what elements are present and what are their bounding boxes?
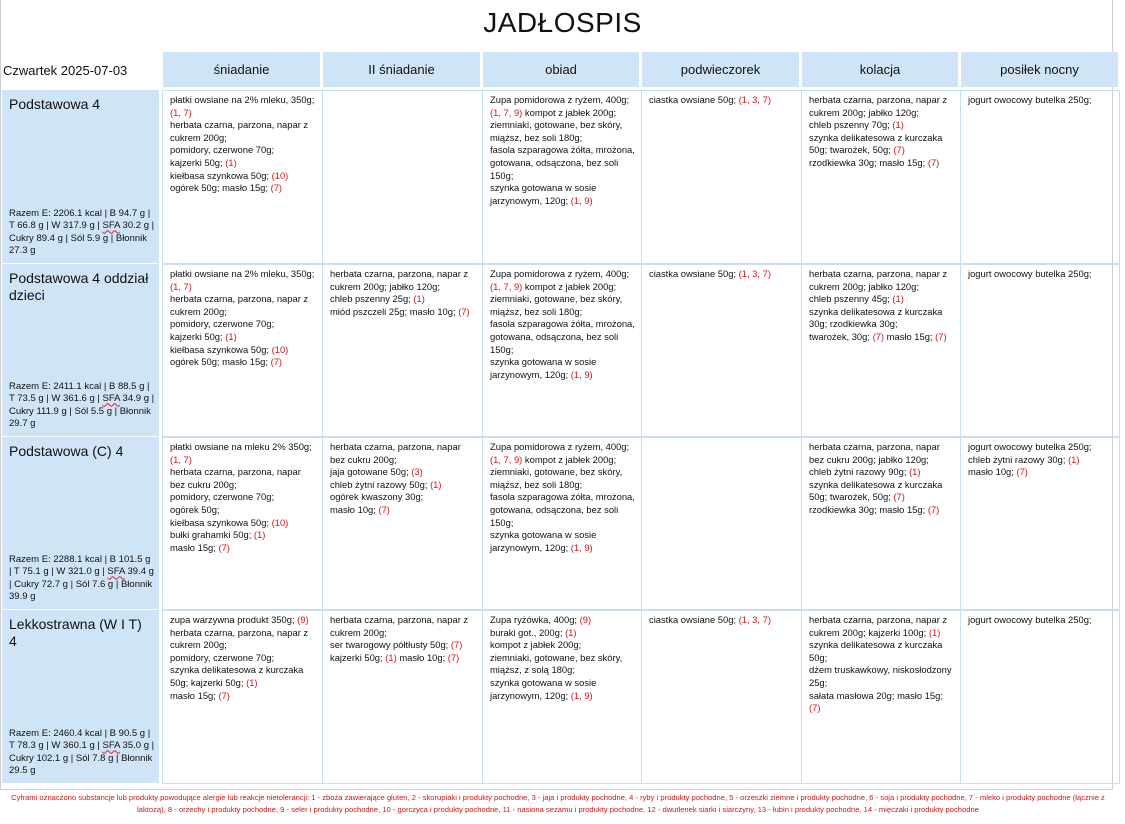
meal-item [490, 652, 637, 677]
meal-item [330, 466, 478, 479]
meal-item-text: chleb pszenny 45g; [809, 293, 890, 305]
menu-date: Czwartek 2025-07-03 [3, 63, 128, 78]
meal-item-text: płatki owsiane na mleku 2% 350g; [170, 441, 312, 452]
meal-item-text: Zupa pomidorowa z ryżem, 400g; [490, 94, 630, 105]
diet-name: Podstawowa 4 oddział dzieci [9, 270, 149, 303]
meal-item [170, 627, 318, 652]
meal-item-text: pomidory, czerwone 70g; [170, 491, 275, 503]
allergen-codes: (1, 9) [570, 541, 593, 553]
nutrition-sfa-label: SFA [102, 393, 120, 405]
meal-item-text: jogurt owocowy butelka 250g; [968, 94, 1092, 105]
meal-item-text: szynka gotowana w sosie jarzynowym, 120g; [490, 676, 597, 701]
meal-item [809, 639, 956, 664]
allergen-codes: (1, 7, 9) [490, 106, 523, 118]
allergen-codes: (1, 3, 7) [738, 268, 771, 279]
meal-item [649, 268, 797, 281]
meal-item-text: twarożek, 30g; [809, 330, 870, 342]
nutrition-text: 39.4 g | Cukry 72.7 g | Sól 7.6 g | Błonnik 39.9 g [9, 566, 154, 602]
allergen-codes: (1) [253, 529, 266, 541]
diet-row-label [2, 90, 159, 263]
meal-item [809, 466, 956, 479]
meal-item [170, 157, 318, 170]
meal-item-text: ziemniaki, gotowane, bez skóry, miąższ, bez soli 180g; [490, 293, 623, 317]
column-header-night-meal: posiłek nocny [961, 52, 1118, 87]
meal-cell [482, 264, 641, 436]
meal-item-text: ziemniaki, gotowane, bez skóry, miąższ, z solą 180g; [490, 651, 623, 676]
meal-item [170, 466, 318, 491]
meal-item-text: ogórek kwaszony 30g; [330, 491, 424, 503]
meal-item-text: herbata czarna, parzona, napar z cukrem 200g; [170, 293, 309, 317]
allergen-codes: (1, 7) [170, 280, 192, 292]
meal-item-text: zupa warzywna produkt 350g; [170, 614, 295, 625]
meal-cell [162, 264, 322, 436]
nutrition-summary [9, 208, 155, 257]
meal-item-text: ziemniaki, gotowane, bez skóry, miąższ, bez soli 180g; [490, 466, 623, 490]
meal-item-text: ogórek 50g; masło 15g; [170, 356, 268, 368]
allergen-codes: (10) [271, 169, 289, 181]
meal-item [330, 491, 478, 504]
meal-item [330, 306, 478, 319]
meal-item [170, 94, 318, 119]
meal-item [649, 94, 797, 107]
meal-item [170, 182, 318, 195]
meal-item-text: kiełbasa szynkowa 50g; [170, 169, 270, 181]
meal-item [490, 454, 637, 467]
allergen-codes: (7) [893, 144, 905, 156]
meal-item [170, 652, 318, 665]
meal-item [809, 479, 956, 504]
meal-item-text: herbata czarna, parzona, napar z cukrem 200g; [170, 626, 309, 651]
meal-item [170, 690, 318, 703]
meal-item [490, 281, 637, 294]
meal-item [809, 614, 956, 639]
meal-item [330, 441, 478, 466]
column-header-afternoon-snack: podwieczorek [642, 52, 799, 87]
allergen-codes: (1, 7, 9) [490, 453, 523, 465]
meal-item-text: fasola szparagowa żółta, mrożona, gotowana, odsączona, bez soli 150g; [490, 318, 635, 355]
allergen-codes: (1) [909, 466, 921, 478]
allergen-codes: (7) [458, 305, 470, 317]
allergen-codes: (7) [218, 541, 230, 553]
meal-cell [322, 90, 482, 263]
meal-item-text: szynka gotowana w sosie jarzynowym, 120g; [490, 182, 597, 206]
meal-item [968, 441, 1115, 454]
meal-item-text: szynka gotowana w sosie jarzynowym, 120g; [490, 529, 597, 553]
allergen-codes: (1) [892, 293, 904, 305]
meal-item-text: jogurt owocowy butelka 250g; [968, 268, 1092, 279]
meal-item [968, 268, 1115, 281]
meal-item [170, 504, 318, 517]
meal-item-text: ciastka owsiane 50g; [649, 268, 737, 279]
allergen-codes: (7) [1016, 466, 1028, 478]
meal-item-text: kompot z jabłek 200g; [490, 639, 582, 651]
meal-item [490, 627, 637, 640]
allergen-codes: (7) [378, 503, 390, 515]
nutrition-text: 35.0 g | Cukry 102.1 g | Sól 7.8 g | Błonnik 29.5 g [9, 740, 155, 776]
allergen-codes: (1) [385, 651, 397, 663]
allergen-codes: (7) [218, 689, 230, 701]
meal-item [170, 664, 318, 689]
meal-item-text: szynka delikatesowa z kurczaka 50g; twarożek, 50g; [809, 131, 943, 156]
meal-item-text: ciastka owsiane 50g; [649, 94, 737, 105]
meal-item-text: herbata czarna, parzona, napar bez cukru 200g; jabłko 120g; [809, 441, 940, 465]
meal-cell [641, 610, 801, 783]
meal-cell [960, 437, 1119, 609]
meal-item [170, 344, 318, 357]
grid-right-edge [1119, 90, 1120, 783]
column-header-lunch: obiad [483, 52, 639, 87]
meal-item [490, 441, 637, 454]
meal-item-text: herbata czarna, parzona, napar bez cukru 200g; [330, 441, 461, 465]
meal-item-text: kajzerki 50g; [170, 156, 223, 168]
nutrition-text: Razem E: 2411.1 kcal | B 88.5 g | T 73.5 g | W 361.6 g | [9, 381, 150, 405]
meal-item [490, 466, 637, 491]
allergen-codes: (9) [297, 614, 309, 625]
meal-item [490, 356, 637, 381]
meal-item [170, 517, 318, 530]
nutrition-text: Razem E: 2206.1 kcal | B 94.7 g | T 66.8 g | W 317.9 g | [9, 208, 151, 232]
meal-cell [960, 264, 1119, 436]
meal-item [330, 614, 478, 639]
meal-item [490, 614, 637, 627]
diet-name: Podstawowa 4 [9, 96, 101, 112]
meal-item [330, 652, 478, 665]
meal-item [490, 491, 637, 529]
meal-item [170, 144, 318, 157]
allergen-codes: (1) [413, 293, 425, 305]
allergen-codes: (7) [927, 503, 940, 515]
meal-item-text: Zupa pomidorowa z ryżem, 400g; [490, 268, 630, 279]
meal-item-text: herbata czarna, parzona, napar z cukrem 200g; [330, 614, 469, 638]
meal-item [809, 702, 956, 715]
meal-item-text: chleb żytni razowy 30g; [968, 453, 1066, 465]
meal-item-text: Zupa ryżówka, 400g; [490, 614, 578, 625]
diet-row-label [2, 610, 159, 783]
meal-item [170, 542, 318, 555]
meal-item-text: jogurt owocowy butelka 250g; [968, 614, 1092, 625]
meal-item [809, 132, 956, 157]
meal-item-text: dżem truskawkowy, niskosłodzony 25g; [809, 664, 952, 688]
meal-item [968, 454, 1115, 467]
allergen-codes: (7) [872, 330, 885, 342]
allergen-codes: (1, 7, 9) [490, 280, 523, 292]
meal-cell [960, 610, 1119, 783]
allergen-codes: (1, 3, 7) [738, 94, 771, 105]
meal-item [170, 441, 318, 466]
meal-cell [322, 264, 482, 436]
allergen-legend: Cyframi oznaczono substancje lub produkty powodujące alergie lub reakcje nietolerancji: 1 - zboża zawierające gluten, 2 - skorupiaki i produkty pochodne, 3 - jaja i produkty pochodne, 4 - ryby i produkty pochodne, 5 - orzeszki ziemne i produkty pochodne, 6 - soja i produkty pochodne, 7 - mleko i produkty pochodne (łącznie z laktozą), 8 - orzechy i produkty pochodne, 9 - seler i produkty pochodne, 10 - gorczyca i produkty pochodne, 11 - nasiona sezamu i produkty pochodne, 12 - dwutlenek siarki i siarczyny, 13 - łubin i produkty pochodne, 14 - mięczaki i produkty pochodne [11, 793, 1105, 814]
meal-item [809, 94, 956, 119]
meal-item [170, 491, 318, 504]
allergen-codes: (1) [565, 626, 577, 638]
meal-cell [162, 90, 322, 263]
meal-item-text: masło 10g; [399, 651, 446, 663]
meal-item [330, 504, 478, 517]
meal-item-text: masło 10g; [968, 466, 1014, 478]
meal-item [490, 119, 637, 144]
meal-item [809, 306, 956, 331]
allergen-codes: (9) [579, 614, 592, 625]
row-divider [162, 783, 1120, 784]
allergen-codes: (1, 9) [570, 689, 593, 701]
allergen-codes: (7) [893, 491, 905, 503]
allergen-codes: (1, 9) [570, 368, 593, 380]
meal-item [968, 94, 1115, 107]
allergen-codes: (7) [270, 182, 283, 194]
nutrition-text: Razem E: 2460.4 kcal | B 90.5 g | T 78.3 g | W 360.1 g | [9, 728, 151, 752]
meal-item [330, 639, 478, 652]
allergen-codes: (1) [928, 626, 941, 638]
meal-item-text: kiełbasa szynkowa 50g; [170, 343, 270, 355]
meal-item-text: chleb żytni razowy 90g; [809, 466, 907, 478]
allergen-codes: (1) [225, 156, 237, 168]
meal-item [330, 479, 478, 492]
meal-item-text: kajzerki 50g; [330, 651, 383, 663]
diet-name: Podstawowa (C) 4 [9, 443, 124, 459]
allergen-codes: (1) [246, 676, 258, 688]
meal-item [809, 157, 956, 170]
meal-item-text: chleb pszenny 25g; [330, 293, 411, 305]
meal-item-text: fasola szparagowa żółta, mrożona, gotowana, odsączona, bez soli 150g; [490, 144, 635, 181]
meal-cell [482, 437, 641, 609]
meal-cell [641, 264, 801, 436]
nutrition-sfa-label: SFA [107, 566, 125, 578]
meal-item-text: herbata czarna, parzona, napar z cukrem 200g; kajzerki 100g; [809, 614, 948, 638]
allergen-codes: (7) [447, 651, 460, 663]
meal-item-text: kajzerki 50g; [170, 330, 223, 342]
meal-item-text: buraki got., 200g; [490, 626, 563, 638]
meal-item-text: miód pszczeli 25g; masło 10g; [330, 305, 456, 317]
meal-item-text: masło 10g; [330, 503, 376, 515]
diet-row-label [2, 264, 159, 436]
meal-item-text: jaja gotowane 50g; [330, 466, 409, 478]
nutrition-sfa-label: SFA [102, 740, 120, 752]
allergen-codes: (1) [1068, 453, 1080, 465]
meal-cell [641, 90, 801, 263]
meal-item [490, 182, 637, 207]
meal-cell [162, 610, 322, 783]
nutrition-summary [9, 554, 155, 603]
column-header-second-breakfast: II śniadanie [323, 52, 480, 87]
meal-item-text: herbata czarna, parzona, napar z cukrem 200g; [170, 119, 309, 143]
allergen-codes: (7) [935, 330, 947, 342]
meal-item-text: herbata czarna, parzona, napar z cukrem 200g; jabłko 120g; [809, 94, 948, 118]
meal-item-text: pomidory, czerwone 70g; [170, 144, 275, 156]
meal-item [170, 318, 318, 331]
meal-item-text: pomidory, czerwone 70g; [170, 651, 275, 663]
meal-item-text: ogórek 50g; masło 15g; [170, 182, 268, 194]
meal-item [170, 170, 318, 183]
meal-item [330, 293, 478, 306]
meal-item-text: bułki grahamki 50g; [170, 529, 252, 541]
diet-row-label [2, 437, 159, 609]
allergen-codes: (3) [411, 466, 423, 478]
nutrition-text: Razem E: 2288.1 kcal | B 101.5 g | T 75.1 g | W 321.0 g | [9, 554, 151, 578]
meal-cell [482, 610, 641, 783]
allergen-codes: (10) [271, 516, 289, 528]
meal-item-text: płatki owsiane na 2% mleku, 350g; [170, 268, 315, 279]
meal-cell [801, 90, 960, 263]
meal-item-text: jogurt owocowy butelka 250g; [968, 441, 1092, 452]
nutrition-summary [9, 728, 155, 777]
meal-item [490, 529, 637, 554]
meal-item-text: kompot z jabłek 200g; [524, 106, 617, 118]
meal-item-text: szynka delikatesowa z kurczaka 30g; rzodkiewka 30g; [809, 305, 943, 330]
meal-item [490, 144, 637, 182]
meal-cell [322, 610, 482, 783]
meal-item [170, 356, 318, 369]
diet-name: Lekkostrawna (W I T) 4 [9, 616, 142, 649]
page-title: JADŁOSPIS [483, 7, 642, 38]
meal-item-text: kompot z jabłek 200g; [524, 453, 617, 465]
meal-item-text: masło 15g; [170, 689, 216, 701]
meal-item [170, 293, 318, 318]
meal-item [490, 677, 637, 702]
allergen-codes: (1, 3, 7) [738, 614, 771, 625]
column-header-breakfast: śniadanie [163, 52, 320, 87]
allergen-codes: (1) [430, 478, 442, 490]
meal-item-text: płatki owsiane na 2% mleku, 350g; [170, 94, 315, 105]
meal-cell [641, 437, 801, 609]
meal-item-text: ogórek 50g; [170, 503, 220, 515]
nutrition-text: 34.9 g | Cukry 111.9 g | Sól 5.5 g | Błonnik 29.7 g [9, 393, 155, 429]
meal-item [809, 293, 956, 306]
meal-item-text: pomidory, czerwone 70g; [170, 318, 275, 330]
meal-item-text: masło 15g; [170, 541, 216, 553]
meal-item-text: rzodkiewka 30g; masło 15g; [809, 156, 926, 168]
meal-item-text: Zupa pomidorowa z ryżem, 400g; [490, 441, 630, 452]
meal-cell [482, 90, 641, 263]
meal-item-text: kompot z jabłek 200g; [524, 280, 617, 292]
allergen-codes: (7) [809, 702, 821, 714]
meal-item-text: herbata czarna, parzona, napar bez cukru 200g; [170, 466, 301, 490]
meal-item [170, 614, 318, 627]
allergen-codes: (1, 7) [170, 106, 192, 118]
allergen-codes: (7) [270, 356, 283, 368]
meal-item-text: szynka delikatesowa z kurczaka 50g; twarożek, 50g; [809, 478, 943, 503]
meal-item [490, 94, 637, 107]
meal-item-text: szynka delikatesowa z kurczaka 50g; [809, 639, 943, 663]
meal-item-text: rzodkiewka 30g; masło 15g; [809, 503, 926, 515]
column-header-dinner: kolacja [802, 52, 958, 87]
meal-item [809, 504, 956, 517]
meal-item-text: ziemniaki, gotowane, bez skóry, miąższ, bez soli 180g; [490, 119, 623, 143]
allergen-codes: (10) [271, 343, 289, 355]
meal-item-text: sałata masłowa 20g; masło 15g; [809, 689, 943, 701]
meal-item [330, 268, 478, 293]
meal-item [968, 466, 1115, 479]
meal-item-text: fasola szparagowa żółta, mrożona, gotowana, odsączona, bez soli 150g; [490, 491, 635, 528]
meal-cell [162, 437, 322, 609]
meal-item [809, 441, 956, 466]
meal-item [490, 318, 637, 356]
meal-item [649, 614, 797, 627]
meal-item [170, 529, 318, 542]
nutrition-sfa-label: SFA [102, 220, 120, 232]
allergen-codes: (1) [225, 330, 237, 342]
allergen-codes: (7) [927, 156, 940, 168]
meal-item-text: ciastka owsiane 50g; [649, 614, 737, 625]
meal-item [809, 268, 956, 293]
meal-item [170, 119, 318, 144]
meal-cell [801, 610, 960, 783]
meal-item-text: herbata czarna, parzona, napar z cukrem 200g; jabłko 120g; [809, 268, 948, 292]
meal-item-text: szynka gotowana w sosie jarzynowym, 120g; [490, 356, 597, 380]
meal-item-text: herbata czarna, parzona, napar z cukrem 200g; jabłko 120g; [330, 268, 469, 292]
meal-item-text: masło 15g; [886, 330, 933, 342]
meal-item [490, 293, 637, 318]
meal-item [490, 639, 637, 652]
meal-cell [960, 90, 1119, 263]
meal-item-text: szynka delikatesowa z kurczaka 50g; kajzerki 50g; [170, 664, 304, 688]
nutrition-text: 30.2 g | Cukry 89.4 g | Sól 5.9 g | Błonnik 27.3 g [9, 220, 155, 256]
nutrition-summary [9, 381, 155, 430]
meal-item-text: ser twarogowy półtłusty 50g; [330, 639, 449, 651]
meal-item [490, 107, 637, 120]
meal-item [490, 268, 637, 281]
meal-cell [322, 437, 482, 609]
meal-item-text: kiełbasa szynkowa 50g; [170, 516, 270, 528]
meal-item [809, 119, 956, 132]
meal-item [170, 331, 318, 344]
meal-item [170, 268, 318, 293]
meal-item-text: chleb pszenny 70g; [809, 119, 890, 131]
allergen-codes: (7) [450, 639, 463, 651]
allergen-codes: (1, 7) [170, 453, 192, 465]
meal-item [809, 664, 956, 689]
meal-cell [801, 437, 960, 609]
allergen-codes: (1, 9) [570, 194, 593, 206]
meal-item [809, 690, 956, 703]
meal-item [968, 614, 1115, 627]
meal-item-text: chleb żytni razowy 50g; [330, 478, 428, 490]
meal-item [809, 331, 956, 344]
meal-cell [801, 264, 960, 436]
allergen-codes: (1) [892, 119, 904, 131]
